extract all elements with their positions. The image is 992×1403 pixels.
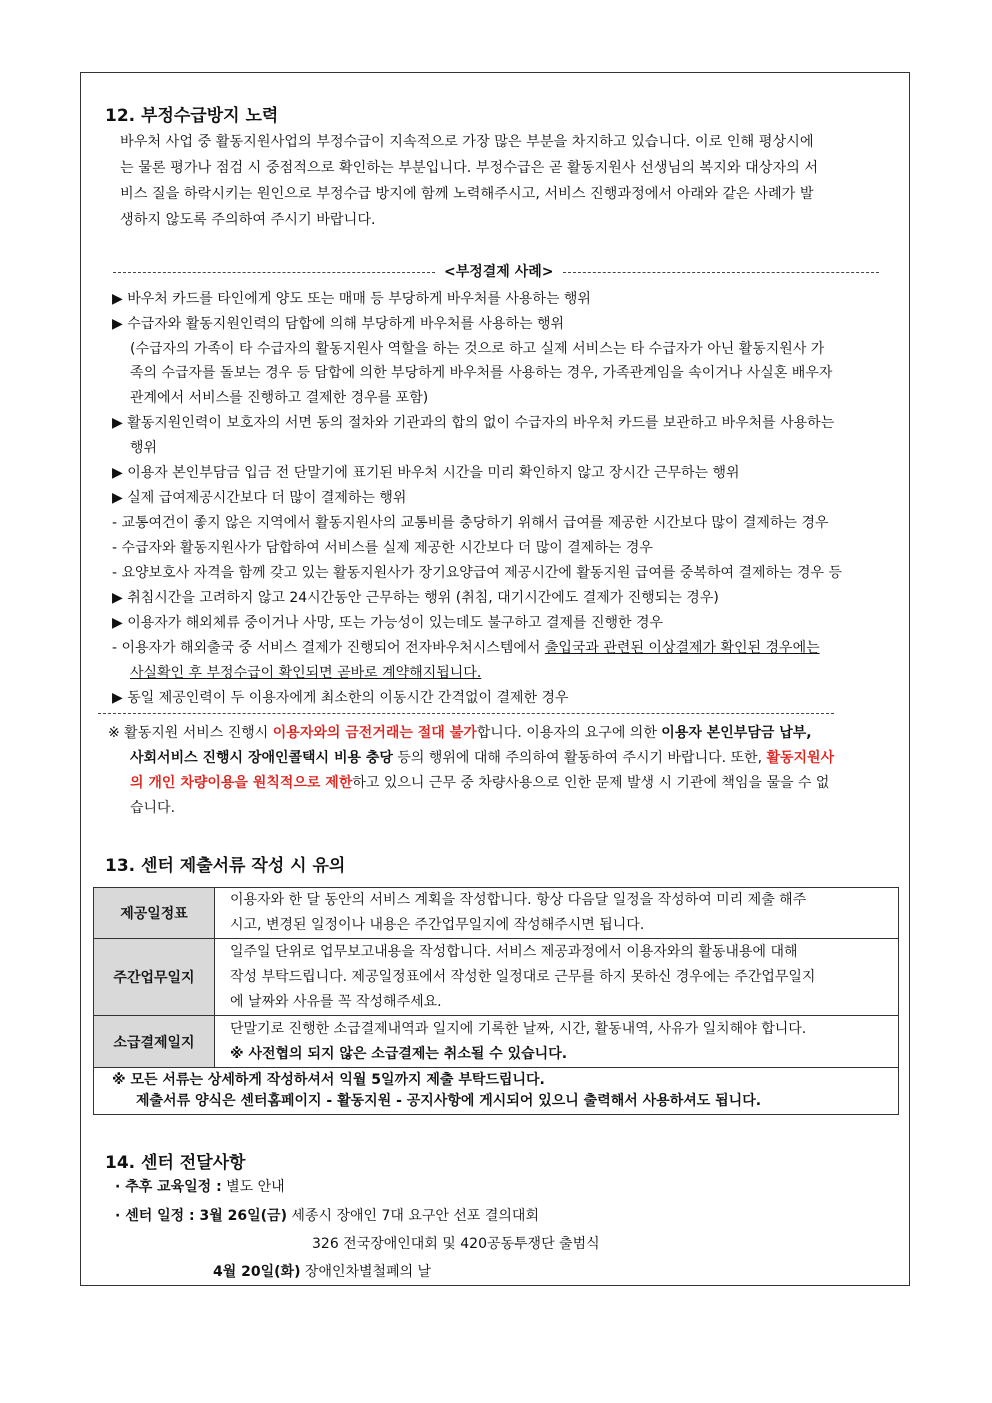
notice-line-1: ※ 활동지원 서비스 진행시 이용자와의 금전거래는 절대 불가합니다. 이용자의 요구에 의한 이용자 본인부담금 납부,	[108, 725, 812, 741]
case-item: ▶ 바우처 카드를 타인에게 양도 또는 매매 등 부당하게 바우처를 사용하는 행위	[112, 291, 591, 307]
intro-line-1: 바우처 사업 중 활동지원사업의 부정수급이 지속적으로 가장 많은 부분을 차지하고 있습니다. 이로 인해 평상시에	[120, 134, 814, 150]
case-subitem: - 수급자와 활동지원사가 담합하여 서비스를 실제 제공한 시간보다 더 많이 결제하는 경우	[112, 540, 653, 556]
case-header: <부정결제 사례>	[444, 264, 554, 280]
case-item: ▶ 이용자 본인부담금 입금 전 단말기에 표기된 바우처 시간을 미리 확인하지 않고 장시간 근무하는 행위	[112, 465, 740, 481]
intro-line-4: 생하지 않도록 주의하여 주시기 바랍니다.	[120, 212, 376, 228]
table-row	[94, 888, 899, 939]
case-detail: (수급자의 가족이 타 수급자의 활동지원사 역할을 하는 것으로 하고 실제 서비스는 타 수급자가 아닌 활동지원사 가	[130, 341, 825, 357]
row-label: 주간업무일지	[94, 939, 215, 1016]
underlined-text: 출입국과 관련된 이상결제가 확인된 경우에는	[544, 640, 820, 656]
case-subitem: - 요양보호사 자격을 함께 갖고 있는 활동지원사가 장기요양급여 제공시간에 활동지원 급여를 중복하여 결제하는 경우 등	[112, 565, 843, 581]
section-13-title: 13. 센터 제출서류 작성 시 유의	[105, 856, 346, 876]
case-item: ▶ 수급자와 활동지원인력의 담합에 의해 부당하게 바우처를 사용하는 행위	[112, 316, 565, 332]
center-schedule-3: 4월 20일(화) 장애인차별철폐의 날	[213, 1264, 432, 1280]
notice-line-2: 사회서비스 진행시 장애인콜택시 비용 충당 등의 행위에 대해 주의하여 활동하여 주시기 바랍니다. 또한, 활동지원사	[130, 750, 835, 766]
case-subitem: - 이용자가 해외출국 중 서비스 결제가 진행되어 전자바우처시스템에서 출입국과 관련된 이상결제가 확인된 경우에는	[112, 640, 820, 656]
row-content: 이용자와 한 달 동안의 서비스 계획을 작성합니다. 항상 다음달 일정을 작성하여 미리 제출 해주 시고, 변경된 일정이나 내용은 주간업무일지에 작성해주시면 됩니다.	[215, 888, 899, 939]
case-item: ▶ 취침시간을 고려하지 않고 24시간동안 근무하는 행위 (취침, 대기시간에도 결제가 진행되는 경우)	[112, 590, 719, 606]
section-14-title: 14. 센터 전달사항	[105, 1153, 246, 1173]
dashed-rule-bottom	[98, 713, 834, 714]
case-detail: 족의 수급자를 돌보는 경우 등 담합에 의한 부당하게 바우처를 사용하는 경우, 가족관계임을 속이거나 사실혼 배우자	[130, 365, 833, 381]
case-item: ▶ 실제 급여제공시간보다 더 많이 결제하는 행위	[112, 490, 407, 506]
case-detail: 행위	[130, 440, 158, 456]
table-row	[94, 939, 899, 1016]
notice-line-3: 의 개인 차량이용을 원칙적으로 제한하고 있으니 근무 중 차량사용으로 인한 문제 발생 시 기관에 책임을 물을 수 없	[130, 775, 830, 791]
row-content: 단말기로 진행한 소급결제내역과 일지에 기록한 날짜, 시간, 활동내역, 사유가 일치해야 합니다. ※ 사전협의 되지 않은 소급결제는 취소될 수 있습니다.	[215, 1016, 899, 1068]
table-note: ※ 모든 서류는 상세하게 작성하셔서 익월 5일까지 제출 부탁드립니다. 제출서류 양식은 센터홈페이지 - 활동지원 - 공지사항에 게시되어 있으니 출력해서 사용하셔도 됩니다.	[94, 1068, 899, 1115]
table-row	[94, 1016, 899, 1068]
intro-line-2: 는 물론 평가나 점검 시 중점적으로 확인하는 부분입니다. 부정수급은 곧 활동지원사 선생님의 복지와 대상자의 서	[120, 160, 819, 176]
section-12-title: 12. 부정수급방지 노력	[105, 106, 279, 126]
notice-line-4: 습니다.	[130, 800, 176, 816]
dashed-rule-right	[563, 272, 879, 273]
case-item: ▶ 활동지원인력이 보호자의 서면 동의 절차와 기관과의 합의 없이 수급자의 바우처 카드를 보관하고 바우처를 사용하는	[112, 415, 835, 431]
center-schedule-2: 326 전국장애인대회 및 420공동투쟁단 출범식	[312, 1236, 600, 1252]
documents-table	[93, 887, 899, 1115]
case-subitem: - 교통여건이 좋지 않은 지역에서 활동지원사의 교통비를 충당하기 위해서 급여를 제공한 시간보다 많이 결제하는 경우	[112, 515, 829, 531]
dashed-rule-left	[113, 272, 435, 273]
case-detail: 관계에서 서비스를 진행하고 결제한 경우를 포함)	[130, 390, 429, 406]
case-detail: 사실확인 후 부정수급이 확인되면 곧바로 계약해지됩니다.	[130, 665, 482, 681]
intro-line-3: 비스 질을 하락시키는 원인으로 부정수급 방지에 함께 노력해주시고, 서비스 진행과정에서 아래와 같은 사례가 발	[120, 186, 814, 202]
edu-schedule: · 추후 교육일정 : 별도 안내	[115, 1179, 285, 1195]
row-content: 일주일 단위로 업무보고내용을 작성합니다. 서비스 제공과정에서 이용자와의 활동내용에 대해 작성 부탁드립니다. 제공일정표에서 작성한 일정대로 근무를 하지 못하신 경우에는 주간업무일지 에 날짜와 사유를 꼭 작성해주세요.	[215, 939, 899, 1016]
center-schedule-1: · 센터 일정 : 3월 26일(금) 세종시 장애인 7대 요구안 선포 결의대회	[115, 1208, 539, 1224]
table-note-row	[94, 1068, 899, 1115]
row-label: 제공일정표	[94, 888, 215, 939]
row-label: 소급결제일지	[94, 1016, 215, 1068]
case-item: ▶ 이용자가 해외체류 중이거나 사망, 또는 가능성이 있는데도 불구하고 결제를 진행한 경우	[112, 615, 664, 631]
case-item: ▶ 동일 제공인력이 두 이용자에게 최소한의 이동시간 간격없이 결제한 경우	[112, 690, 569, 706]
